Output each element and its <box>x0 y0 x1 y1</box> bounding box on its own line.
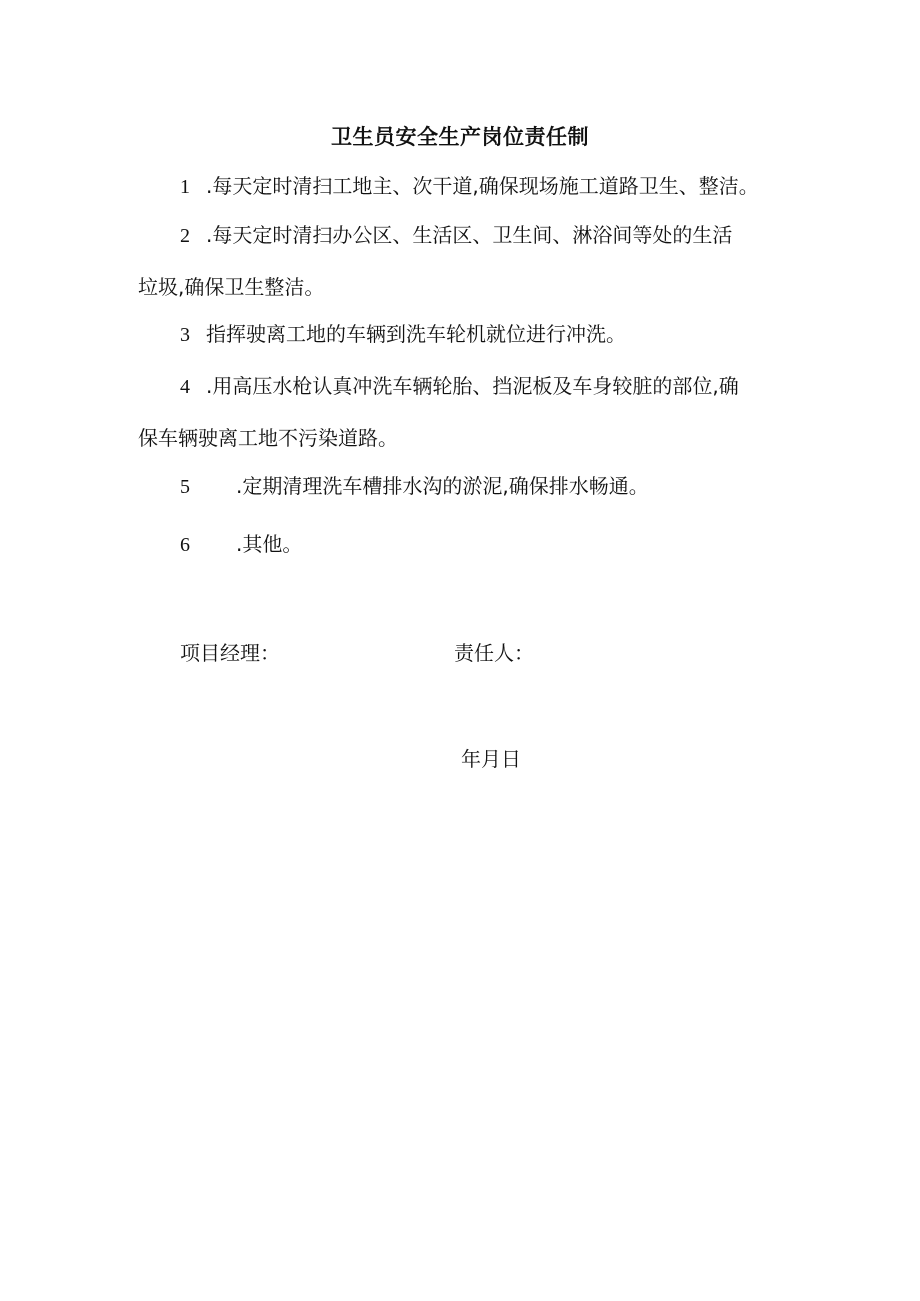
clause-number: 2 <box>180 225 190 247</box>
clause-text: 指挥驶离工地的车辆到洗车轮机就位进行冲洗。 <box>206 322 626 346</box>
clause-3-line <box>138 309 798 361</box>
clause-4-line <box>138 361 798 413</box>
date-label: 年月日 <box>461 747 521 771</box>
clause-1-line <box>138 161 798 213</box>
clause-number: 1 <box>180 176 190 198</box>
responsible-person-signature-label: 责任人： <box>454 641 534 665</box>
clause-4 <box>138 361 798 464</box>
clause-text: .每天定时清扫办公区、生活区、卫生间、淋浴间等处的生活 <box>206 223 733 247</box>
clause-number: 5 <box>180 476 190 498</box>
clause-6 <box>138 519 798 571</box>
clause-6-line <box>138 519 798 571</box>
clause-5-line <box>138 461 798 513</box>
clause-number: 4 <box>180 376 190 398</box>
clause-number: 3 <box>180 324 190 346</box>
document-title: 卫生员安全生产岗位责任制 <box>331 125 589 149</box>
clause-text: .定期清理洗车槽排水沟的淤泥,确保排水畅通。 <box>236 474 649 498</box>
clause-text: .其他。 <box>236 532 303 556</box>
clause-5 <box>138 461 798 513</box>
clause-text: .用高压水枪认真冲洗车辆轮胎、挡泥板及车身较脏的部位,确 <box>206 374 739 398</box>
clause-number: 6 <box>180 534 190 556</box>
clause-2-line <box>138 210 798 262</box>
clause-text-continued: 垃圾,确保卫生整洁。 <box>138 275 325 299</box>
clause-text: .每天定时清扫工地主、次干道,确保现场施工道路卫生、整洁。 <box>206 174 759 198</box>
clause-text-continued: 保车辆驶离工地不污染道路。 <box>138 426 398 450</box>
clause-1 <box>138 161 798 213</box>
clause-2 <box>138 210 798 313</box>
clause-3 <box>138 309 798 361</box>
project-manager-signature-label: 项目经理： <box>180 641 280 665</box>
